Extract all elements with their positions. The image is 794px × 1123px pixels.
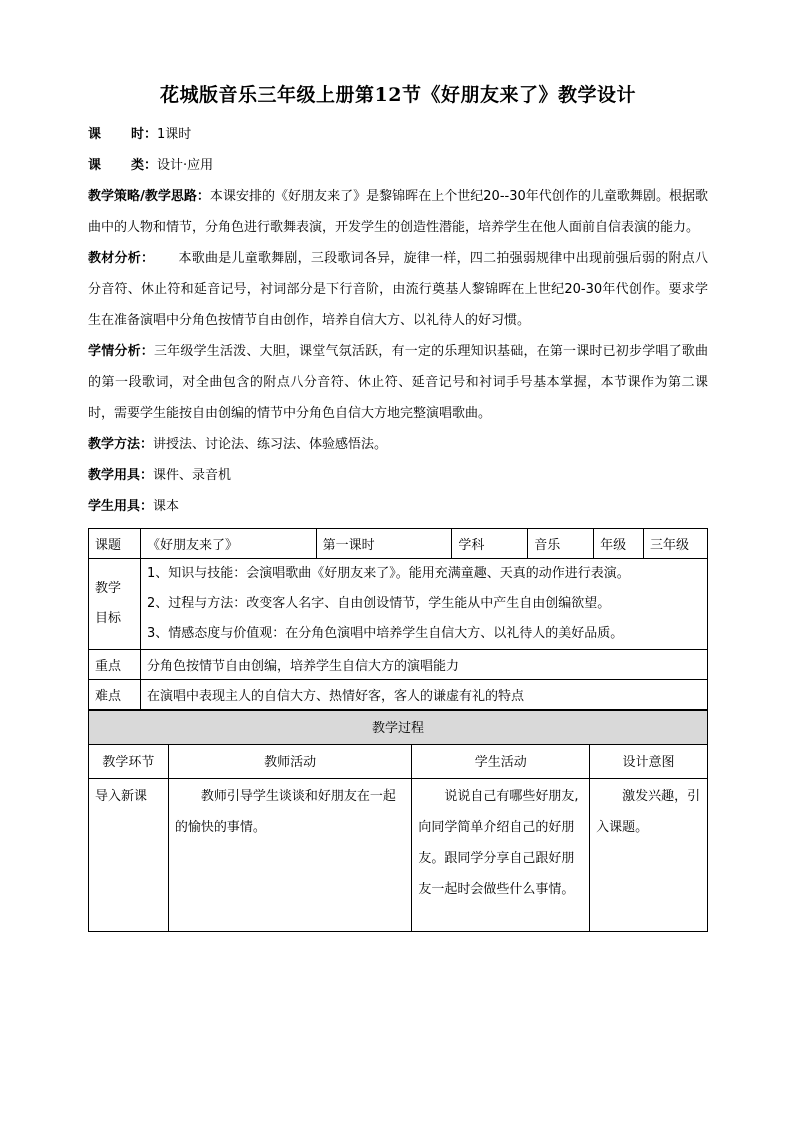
topic-label-cell: 课题 [89, 529, 141, 559]
process-table [88, 710, 708, 932]
period-cell: 第一课时 [316, 529, 452, 559]
students-label: 学情分析： [88, 344, 154, 359]
goals-label: 教学目标 [95, 581, 122, 626]
methods-label: 教学方法： [88, 437, 154, 452]
goals-row [89, 559, 708, 650]
keshi-line [88, 119, 708, 150]
goal-item: 1、知识与技能：会演唱歌曲《好朋友来了》。能用充满童趣、天真的动作进行表演。 [146, 566, 630, 581]
goal-item: 3、情感态度与价值观：在分角色演唱中培养学生自信大方、以礼待人的美好品质。 [146, 626, 624, 641]
kelei-value: 设计·应用 [157, 158, 214, 173]
students-text: 三年级学生活泼、大胆，课堂气氛活跃，有一定的乐理知识基础，在第一课时已初步学唱了歌曲的第一段歌词，对全曲包含的附点八分音符、休止符、延音记号和衬词手号基本掌握，本节课作为第二课时，需要学生能按自由创编的情节中分角色自信大方地完整演唱歌曲。 [88, 344, 708, 421]
goals-content-cell [140, 559, 707, 650]
material-text: 本歌曲是儿童歌舞剧，三段歌词各异，旋律一样，四二拍强弱规律中出现前强后弱的附点八分音符、休止符和延音记号，衬词部分是下行音阶，由流行奠基人黎锦晖在上世纪20-30年代创作。要求学生在准备演唱中分角色按情节自由创作，培养自信大方、以礼待人的好习惯。 [88, 251, 708, 328]
tools-label: 教学用具： [88, 468, 154, 483]
header-student: 学生活动 [412, 745, 590, 779]
keshi-label: 课 时： [88, 127, 158, 142]
student-tools-text: 课本 [153, 499, 180, 514]
lesson-info-table [88, 528, 708, 710]
students-paragraph [88, 336, 708, 429]
process-header-row [89, 745, 708, 779]
difficulty-row [89, 680, 708, 710]
process-heading: 教学过程 [89, 711, 708, 745]
goals-label-cell [89, 559, 141, 650]
design-intent-cell: 激发兴趣，引入课题。 [590, 779, 708, 932]
grade-value-cell: 三年级 [644, 529, 708, 559]
grade-label-cell: 年级 [594, 529, 644, 559]
subject-value-cell: 音乐 [528, 529, 594, 559]
header-stage: 教学环节 [89, 745, 169, 779]
tools-paragraph [88, 460, 708, 491]
student-tools-label: 学生用具： [88, 499, 154, 514]
process-row [89, 779, 708, 932]
key-point-text: 分角色按情节自由创编，培养学生自信大方的演唱能力 [140, 650, 707, 680]
header-intent: 设计意图 [590, 745, 708, 779]
topic-value-cell: 《好朋友来了》 [140, 529, 316, 559]
methods-paragraph [88, 429, 708, 460]
student-activity-cell: 说说自己有哪些好朋友,向同学简单介绍自己的好朋友。跟同学分享自己跟好朋友一起时会做些什么事情。 [412, 779, 590, 932]
lesson-info-row [89, 529, 708, 559]
subject-label-cell: 学科 [452, 529, 528, 559]
stage-cell: 导入新课 [89, 779, 169, 932]
page-title: 花城版音乐三年级上册第12节《好朋友来了》教学设计 [160, 84, 636, 106]
difficulty-text: 在演唱中表现主人的自信大方、热情好客，客人的谦虚有礼的特点 [140, 680, 707, 710]
kelei-line [88, 150, 708, 181]
strategy-paragraph [88, 181, 708, 243]
tools-text: 课件、录音机 [153, 468, 232, 483]
goal-item: 2、过程与方法：改变客人名字、自由创设情节，学生能从中产生自由创编欲望。 [146, 596, 611, 611]
difficulty-label: 难点 [89, 680, 141, 710]
material-label: 教材分析： [88, 251, 155, 266]
header-teacher: 教师活动 [168, 745, 412, 779]
document-page [88, 80, 708, 932]
student-tools-paragraph [88, 491, 708, 522]
kelei-label: 课 类： [88, 158, 158, 173]
strategy-text: 本课安排的《好朋友来了》是黎锦晖在上个世纪20--30年代创作的儿童歌舞剧。根据歌曲中的人物和情节，分角色进行歌舞表演，开发学生的创造性潜能，培养学生在他人面前自信表演的能力。 [88, 189, 708, 235]
key-point-row [89, 650, 708, 680]
strategy-label: 教学策略/教学思路： [88, 189, 210, 204]
material-paragraph [88, 243, 708, 336]
methods-text: 讲授法、讨论法、练习法、体验感悟法。 [153, 437, 388, 452]
teacher-activity-cell: 教师引导学生谈谈和好朋友在一起的愉快的事情。 [168, 779, 412, 932]
keshi-value: 1课时 [157, 127, 192, 142]
key-point-label: 重点 [89, 650, 141, 680]
